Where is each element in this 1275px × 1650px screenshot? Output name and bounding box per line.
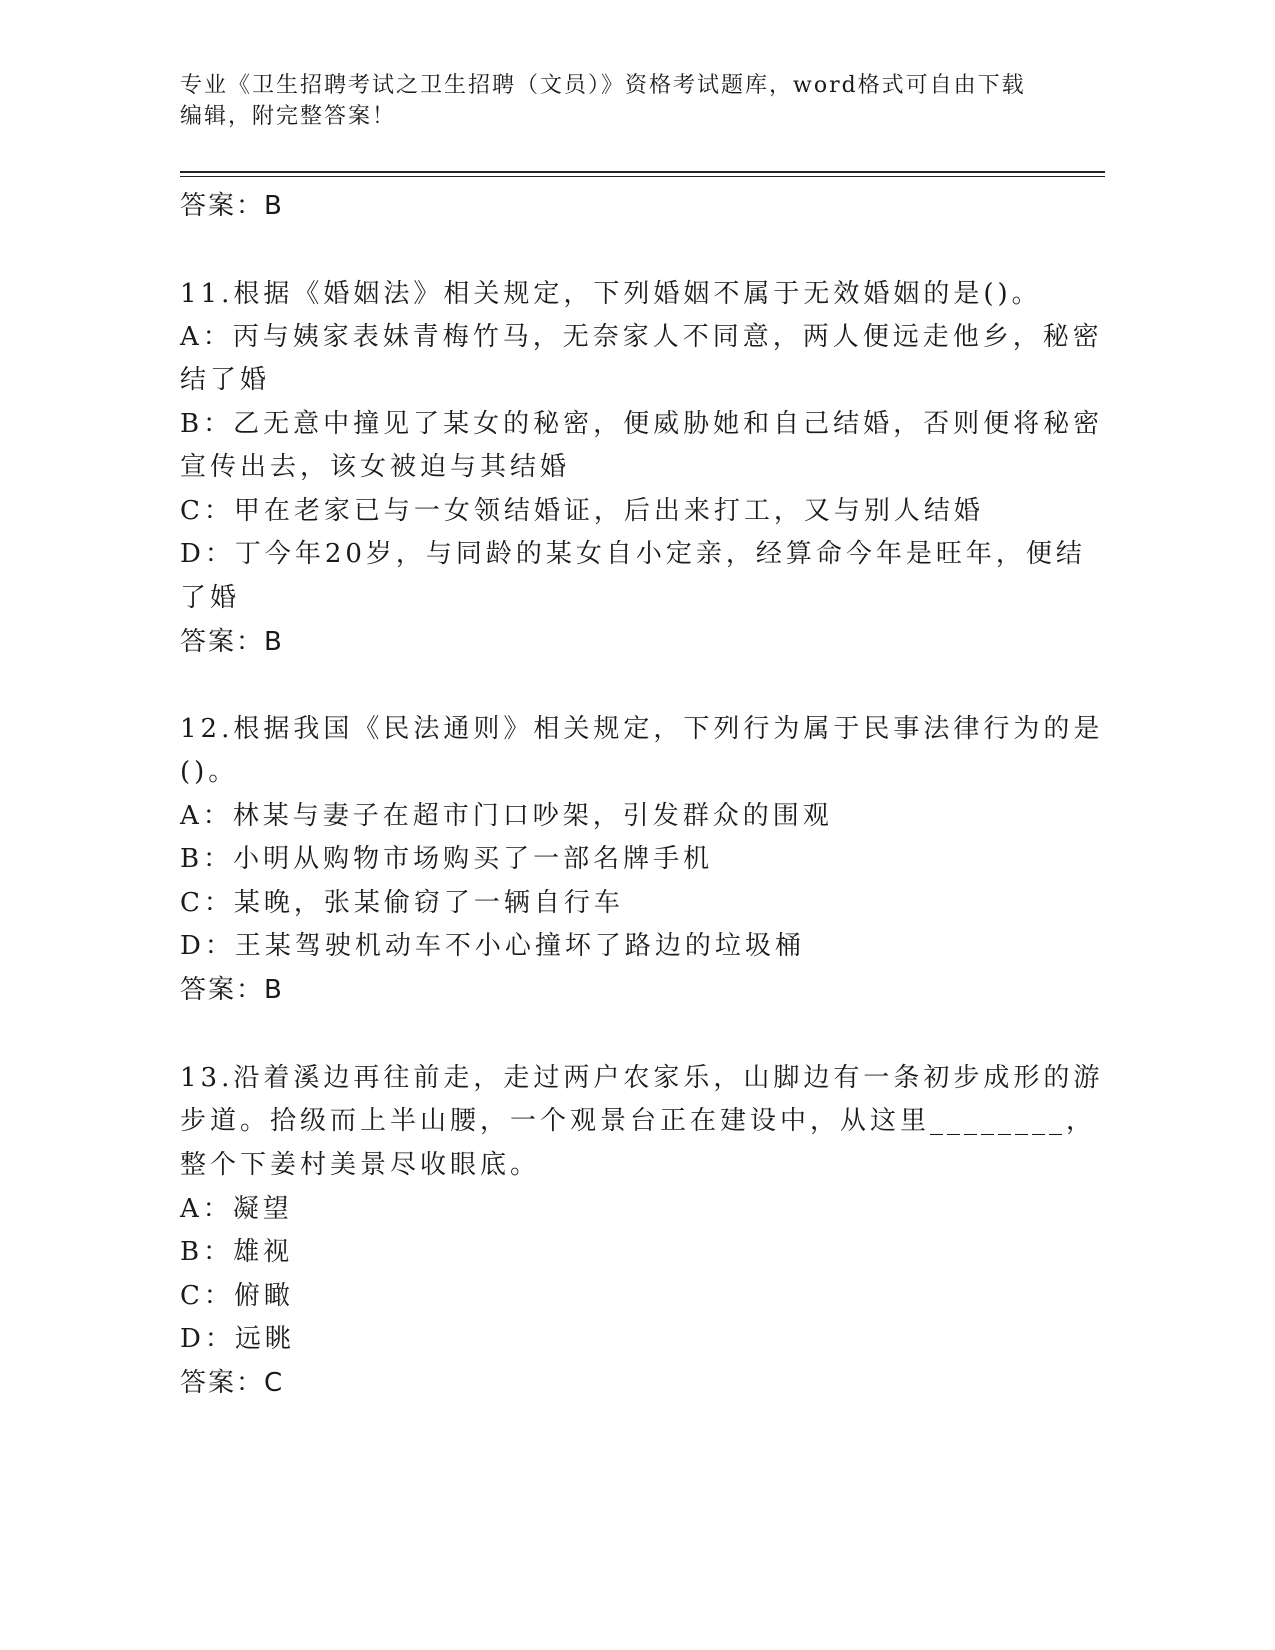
question-12-stem: 12.根据我国《民法通则》相关规定，下列行为属于民事法律行为的是: [180, 714, 1104, 744]
question-13-option-c: C：俯瞰: [180, 1281, 294, 1311]
question-12-option-a: A：林某与妻子在超市门口吵架，引发群众的围观: [180, 801, 833, 831]
header-divider-thin: [180, 176, 1105, 177]
question-13-stem: 13.沿着溪边再往前走，走过两户农家乐，山脚边有一条初步成形的游: [180, 1063, 1104, 1093]
question-13-option-b: B：雄视: [180, 1237, 294, 1267]
header-line-1: 专业《卫生招聘考试之卫生招聘（文员）》资格考试题库，word格式可自由下载: [180, 73, 1026, 98]
question-11-stem: 11.根据《婚姻法》相关规定，下列婚姻不属于无效婚姻的是()。: [180, 279, 1042, 309]
question-12-stem-cont: ()。: [180, 757, 239, 787]
question-13-stem-cont-2: 整个下姜村美景尽收眼底。: [180, 1150, 541, 1180]
question-12-option-d: D：王某驾驶机动车不小心撞坏了路边的垃圾桶: [180, 931, 805, 961]
question-11-option-a: A：丙与姨家表妹青梅竹马，无奈家人不同意，两人便远走他乡，秘密: [180, 322, 1103, 352]
question-11-option-d: D：丁今年20岁，与同龄的某女自小定亲，经算命今年是旺年，便结: [180, 539, 1086, 569]
question-11-option-b: B：乙无意中撞见了某女的秘密，便威胁她和自己结婚，否则便将秘密: [180, 409, 1104, 439]
question-11-option-c: C：甲在老家已与一女领结婚证，后出来打工，又与别人结婚: [180, 496, 984, 526]
document-header: [180, 70, 1060, 132]
question-11-option-b-cont: 宣传出去，该女被迫与其结婚: [180, 452, 571, 482]
question-13-option-a: A：凝望: [180, 1194, 293, 1224]
previous-answer: 答案：B: [180, 191, 284, 221]
question-12-option-b: B：小明从购物市场购买了一部名牌手机: [180, 844, 714, 874]
question-13-stem-cont-1: 步道。拾级而上半山腰，一个观景台正在建设中，从这里________，: [180, 1106, 1097, 1136]
question-12-answer: 答案：B: [180, 975, 284, 1005]
question-13-option-d: D：远眺: [180, 1324, 295, 1354]
question-13-answer: 答案：C: [180, 1368, 285, 1398]
header-divider: [180, 171, 1105, 173]
question-11-answer: 答案：B: [180, 627, 284, 657]
question-11-option-d-cont: 了婚: [180, 583, 241, 613]
header-line-2: 编辑，附完整答案！: [180, 104, 397, 129]
question-12-option-c: C：某晚，张某偷窃了一辆自行车: [180, 888, 624, 918]
question-11-option-a-cont: 结了婚: [180, 365, 271, 395]
